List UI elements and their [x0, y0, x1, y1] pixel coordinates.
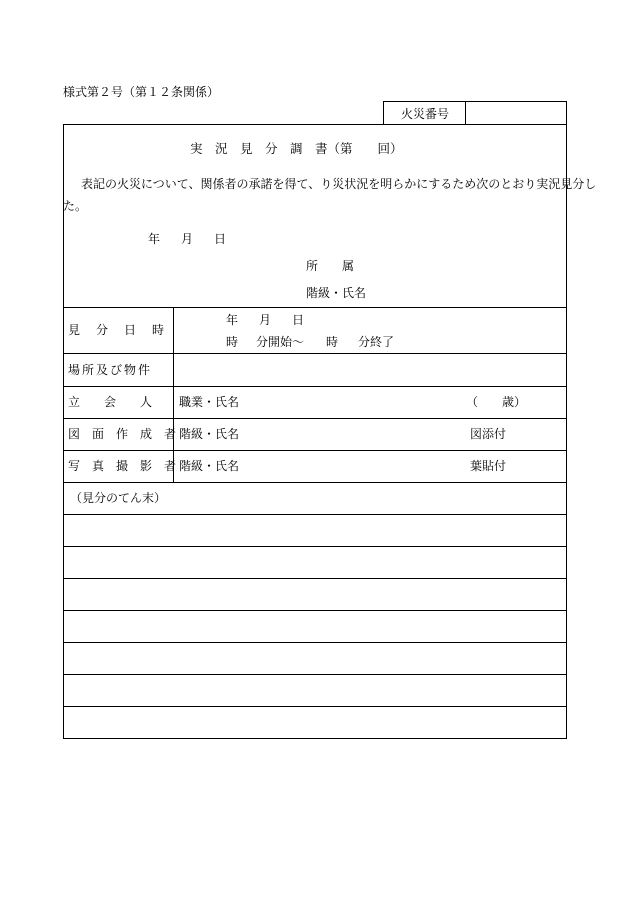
fire-number-label: 火災番号 — [401, 107, 450, 121]
intro-text-line1: 表記の火災について、関係者の承諾を得て、り災状況を明らかにするため次のとおり実況見分し — [81, 177, 597, 191]
inspection-year: 年 — [226, 313, 239, 327]
drawing-creator-label: 図 面 作 成 者 — [68, 427, 177, 441]
inspection-datetime-label: 見 分 日 時 — [68, 323, 167, 337]
photo-attached-note: 葉貼付 — [470, 459, 507, 473]
photographer-name-label: 階級・氏名 — [179, 459, 240, 473]
drawing-attached-note: 図添付 — [470, 427, 507, 441]
date-month: 月 — [181, 232, 194, 246]
form-label: 様式第２号（第１２条関係） — [63, 85, 220, 99]
date-day: 日 — [214, 232, 227, 246]
intro-text-line2: た。 — [63, 199, 88, 213]
photographer-label: 写 真 撮 影 者 — [68, 459, 177, 473]
inspection-details-label: （見分のてん末） — [70, 491, 167, 505]
inspection-day: 日 — [292, 313, 305, 327]
date-year: 年 — [148, 232, 161, 246]
rank-name-label: 階級・氏名 — [306, 286, 367, 300]
location-label: 場所及び物件 — [68, 363, 153, 377]
drawing-creator-name-label: 階級・氏名 — [179, 427, 240, 441]
inspection-start-hour: 時 — [226, 335, 239, 349]
inspection-month: 月 — [259, 313, 272, 327]
affiliation-label: 所 属 — [306, 259, 355, 273]
witness-name-label: 職業・氏名 — [179, 395, 240, 409]
inspection-end-minute: 分終了 — [358, 335, 395, 349]
witness-age: （ 歳） — [466, 395, 527, 409]
witness-label: 立 会 人 — [68, 395, 153, 409]
document-title: 実 況 見 分 調 書（第 回） — [190, 141, 403, 156]
inspection-start-minute: 分開始～ — [256, 335, 305, 349]
inspection-end-hour: 時 — [326, 335, 339, 349]
